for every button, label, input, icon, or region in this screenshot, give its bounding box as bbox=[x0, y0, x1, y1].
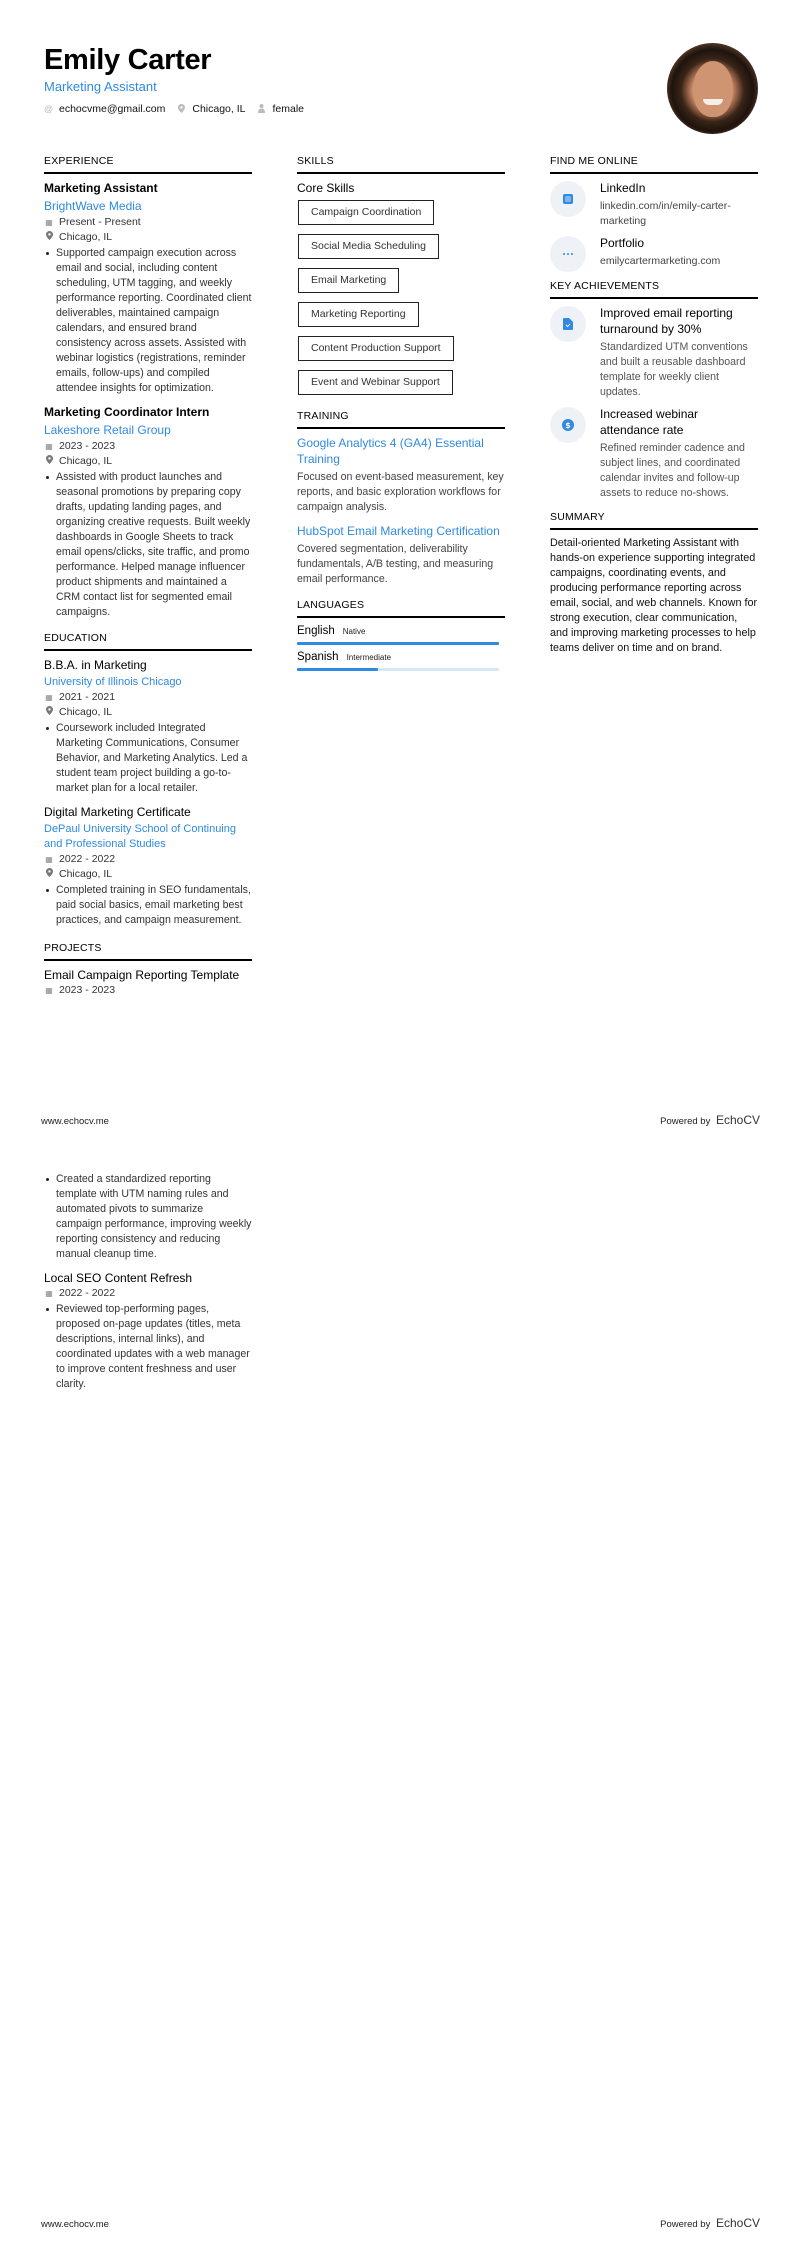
online-link-linkedin[interactable] bbox=[550, 180, 758, 229]
experience-entry bbox=[44, 404, 252, 620]
training-entry bbox=[297, 435, 505, 515]
middle-column bbox=[297, 155, 505, 676]
footer-site-link[interactable]: www.echocv.me bbox=[41, 1116, 109, 1127]
job-title: Marketing Assistant bbox=[44, 181, 158, 195]
degree-title: Digital Marketing Certificate bbox=[44, 805, 191, 819]
link-url[interactable]: linkedin.com/in/emily-carter-marketing bbox=[600, 200, 731, 227]
profile-photo bbox=[667, 43, 758, 134]
training-title: HubSpot Email Marketing Certification bbox=[297, 524, 500, 538]
location-pin-icon bbox=[44, 230, 54, 245]
skills-list bbox=[297, 200, 505, 404]
dates-text: 2021 - 2021 bbox=[59, 691, 116, 703]
location-pin-icon bbox=[44, 454, 54, 469]
location-text: Chicago, IL bbox=[59, 455, 113, 467]
summary-section bbox=[550, 511, 758, 656]
bullet-item: Completed training in SEO fundamentals, paid social basics, email marketing best practices, and campaign measurement. bbox=[44, 883, 252, 928]
skills-section bbox=[297, 155, 505, 404]
job-dates bbox=[44, 439, 252, 454]
resume-page-2 bbox=[0, 1123, 794, 2246]
projects-section bbox=[44, 942, 252, 998]
language-proficiency-fill bbox=[297, 642, 499, 645]
powered-by-text: Powered by bbox=[660, 1116, 711, 1127]
school-name: University of Illinois Chicago bbox=[44, 676, 182, 688]
language-name: Spanish bbox=[297, 651, 339, 663]
dates-text: 2023 - 2023 bbox=[59, 984, 116, 996]
education-location bbox=[44, 705, 252, 720]
candidate-title: Marketing Assistant bbox=[44, 79, 157, 94]
online-heading: FIND ME ONLINE bbox=[550, 155, 758, 174]
languages-section bbox=[297, 599, 505, 671]
skill-chip: Content Production Support bbox=[298, 336, 454, 361]
education-location bbox=[44, 867, 252, 882]
dates-text: 2022 - 2022 bbox=[59, 1287, 116, 1299]
skill-chip: Marketing Reporting bbox=[298, 302, 419, 327]
dates-text: 2022 - 2022 bbox=[59, 853, 116, 865]
language-name: English bbox=[297, 625, 335, 637]
education-section bbox=[44, 632, 252, 928]
bullet-item: Reviewed top-performing pages, proposed on-page updates (titles, meta descriptions, internal links), and coordinated updates with a web manager to improve content freshness and user clarity. bbox=[44, 1302, 252, 1392]
education-entry bbox=[44, 804, 252, 928]
achievement-entry bbox=[550, 305, 758, 400]
linkedin-icon bbox=[550, 181, 586, 217]
job-bullets bbox=[44, 470, 252, 620]
language-entry bbox=[297, 624, 505, 645]
bullet-item: Created a standardized reporting template with UTM naming rules and automated pivots to summarize campaign performance, improving weekly reporting consistency and reducing manual cleanup time. bbox=[44, 1172, 252, 1262]
location-pin-icon bbox=[177, 104, 185, 115]
training-title: Google Analytics 4 (GA4) Essential Training bbox=[297, 436, 484, 466]
training-description: Covered segmentation, deliverability fundamentals, A/B testing, and measuring email performance. bbox=[297, 543, 494, 585]
left-column bbox=[44, 155, 252, 1006]
location-text: Chicago, IL bbox=[59, 231, 113, 243]
experience-section bbox=[44, 155, 252, 620]
skill-chip: Email Marketing bbox=[298, 268, 399, 293]
link-label: LinkedIn bbox=[600, 181, 646, 195]
project-bullets bbox=[44, 1302, 252, 1392]
gender-text: female bbox=[272, 103, 304, 115]
language-proficiency-bar bbox=[297, 642, 499, 645]
project-entry bbox=[44, 1270, 252, 1392]
document-check-icon bbox=[550, 306, 586, 342]
skills-heading: SKILLS bbox=[297, 155, 505, 174]
svg-text:$: $ bbox=[565, 421, 571, 430]
project-entry-continued bbox=[44, 1172, 252, 1262]
degree-title: B.B.A. in Marketing bbox=[44, 658, 147, 672]
achievement-entry bbox=[550, 406, 758, 501]
company-name: Lakeshore Retail Group bbox=[44, 423, 171, 437]
location-pin-icon bbox=[44, 867, 54, 882]
training-description: Focused on event-based measurement, key reports, and basic exploration workflows for campaign analysis. bbox=[297, 471, 504, 513]
project-dates bbox=[44, 983, 252, 998]
calendar-icon: ▦ bbox=[45, 218, 53, 227]
bullet-item: Supported campaign execution across email and social, including content scheduling, UTM tagging, and weekly performance reporting. Coordinated client deliverables, maintained campaign calendars, and ensured brand consistency across assets. Assisted with webinar logistics (registrations, reminder emails, follow-ups) and compiled attendee insights for optimization. bbox=[44, 246, 252, 396]
at-icon: @ bbox=[44, 104, 54, 114]
job-location bbox=[44, 230, 252, 245]
location-text: Chicago, IL bbox=[59, 706, 113, 718]
project-entry bbox=[44, 967, 252, 998]
left-column-continued bbox=[44, 1171, 252, 1400]
education-heading: EDUCATION bbox=[44, 632, 252, 651]
calendar-icon: ▦ bbox=[45, 855, 53, 864]
education-entry bbox=[44, 657, 252, 796]
language-entry bbox=[297, 650, 505, 671]
project-title: Local SEO Content Refresh bbox=[44, 1271, 193, 1285]
person-icon bbox=[257, 104, 265, 115]
experience-entry bbox=[44, 180, 252, 396]
achievement-description: Refined reminder cadence and subject lines, and coordinated calendar invites and follow-up assets to reduce no-shows. bbox=[600, 442, 745, 499]
experience-heading: EXPERIENCE bbox=[44, 155, 252, 174]
dollar-icon bbox=[550, 407, 586, 443]
skill-chip: Campaign Coordination bbox=[298, 200, 434, 225]
bullet-item: Coursework included Integrated Marketing Communications, Consumer Behavior, and Marketing Analytics. Led a student team project building a go-to-market plan for a local retailer. bbox=[44, 721, 252, 796]
education-dates bbox=[44, 690, 252, 705]
bullet-item: Assisted with product launches and seasonal promotions by preparing copy drafts, updating landing pages, and organizing creative requests. Built weekly dashboards in Google Sheets to track email opens/clicks, site traffic, and promo performance. Helped manage influencer product shipments and maintained a CRM contact list for segmented email campaigns. bbox=[44, 470, 252, 620]
online-section bbox=[550, 155, 758, 272]
project-dates bbox=[44, 1286, 252, 1301]
more-icon bbox=[550, 236, 586, 272]
projects-heading: PROJECTS bbox=[44, 942, 252, 961]
contact-info bbox=[44, 103, 316, 115]
achievement-title: Improved email reporting turnaround by 30% bbox=[600, 306, 733, 336]
skills-group-title: Core Skills bbox=[297, 181, 355, 195]
achievements-section bbox=[550, 280, 758, 501]
right-column bbox=[550, 155, 758, 656]
photo-face bbox=[693, 61, 733, 117]
skill-chip: Social Media Scheduling bbox=[298, 234, 439, 259]
email-text: echocvme@gmail.com bbox=[59, 103, 166, 115]
school-name: DePaul University School of Continuing and Professional Studies bbox=[44, 823, 236, 850]
calendar-icon: ▦ bbox=[45, 986, 53, 995]
job-bullets bbox=[44, 246, 252, 396]
footer-powered-by bbox=[660, 2216, 760, 2230]
summary-text: Detail-oriented Marketing Assistant with hands-on experience supporting integrated campaigns, coordinating events, and producing performance reporting across email, social, and web channels. Known for strong execution, clear communication, and improving marketing processes to help teams deliver on time and on brand. bbox=[550, 537, 758, 654]
education-bullets bbox=[44, 883, 252, 928]
training-heading: TRAINING bbox=[297, 410, 505, 429]
language-proficiency-fill bbox=[297, 668, 378, 671]
contact-location bbox=[177, 103, 245, 115]
location-text: Chicago, IL bbox=[192, 103, 246, 115]
summary-heading: SUMMARY bbox=[550, 511, 758, 530]
company-name: BrightWave Media bbox=[44, 199, 142, 213]
photo-smile bbox=[703, 99, 723, 105]
job-dates bbox=[44, 215, 252, 230]
candidate-name: Emily Carter bbox=[44, 44, 212, 76]
contact-gender bbox=[257, 103, 304, 115]
job-title: Marketing Coordinator Intern bbox=[44, 405, 210, 419]
education-bullets bbox=[44, 721, 252, 796]
job-location bbox=[44, 454, 252, 469]
dates-text: Present - Present bbox=[59, 216, 141, 228]
brand-name[interactable]: EchoCV bbox=[715, 1113, 760, 1127]
achievement-title: Increased webinar attendance rate bbox=[600, 407, 699, 437]
language-level: Native bbox=[342, 627, 366, 636]
footer-site-link[interactable]: www.echocv.me bbox=[41, 2219, 109, 2230]
calendar-icon: ▦ bbox=[45, 442, 53, 451]
language-level: Intermediate bbox=[346, 653, 392, 662]
resume-header bbox=[44, 44, 316, 115]
location-text: Chicago, IL bbox=[59, 868, 113, 880]
online-link-portfolio[interactable] bbox=[550, 235, 758, 272]
brand-name[interactable]: EchoCV bbox=[715, 2216, 760, 2230]
location-pin-icon bbox=[44, 705, 54, 720]
languages-heading: LANGUAGES bbox=[297, 599, 505, 618]
calendar-icon: ▦ bbox=[45, 693, 53, 702]
education-dates bbox=[44, 852, 252, 867]
skill-chip: Event and Webinar Support bbox=[298, 370, 453, 395]
language-proficiency-bar bbox=[297, 668, 499, 671]
training-section bbox=[297, 410, 505, 587]
page-footer bbox=[41, 2216, 760, 2230]
training-entry bbox=[297, 523, 505, 587]
link-label: Portfolio bbox=[600, 236, 645, 250]
dates-text: 2023 - 2023 bbox=[59, 440, 116, 452]
project-title: Email Campaign Reporting Template bbox=[44, 968, 240, 982]
project-bullets bbox=[44, 1172, 252, 1262]
contact-email[interactable] bbox=[44, 103, 165, 115]
achievements-heading: KEY ACHIEVEMENTS bbox=[550, 280, 758, 299]
calendar-icon: ▦ bbox=[45, 1289, 53, 1298]
powered-by-text: Powered by bbox=[660, 2219, 711, 2230]
achievement-description: Standardized UTM conventions and built a reusable dashboard template for weekly client updates. bbox=[600, 341, 748, 398]
link-url[interactable]: emilycartermarketing.com bbox=[600, 255, 721, 267]
